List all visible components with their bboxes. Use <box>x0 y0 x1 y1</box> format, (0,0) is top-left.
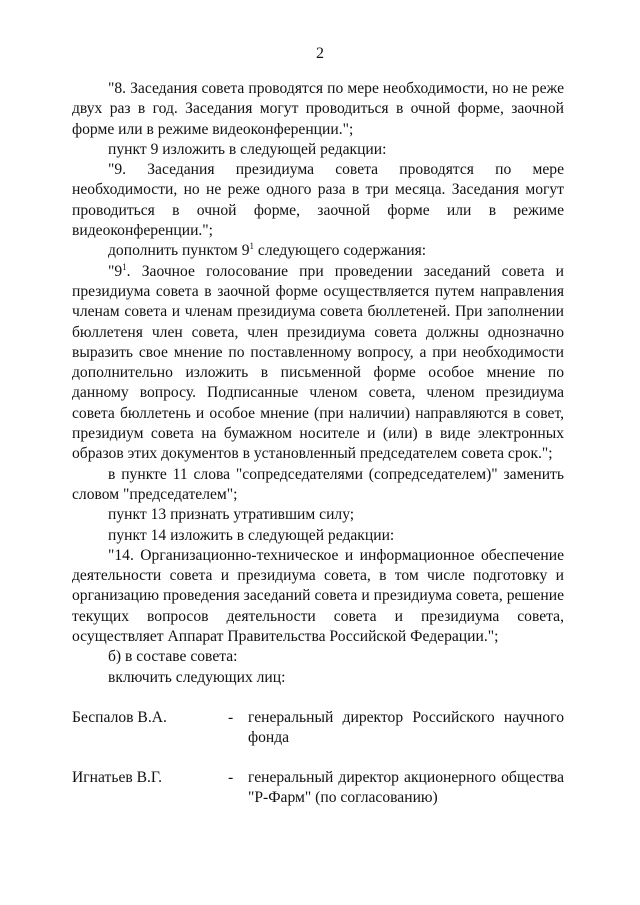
paragraph-item-13: пункт 13 признать утратившим силу; <box>108 506 355 524</box>
paragraph-item-8: "8. Заседания совета проводятся по мере необходимости, но не реже двух раз в год. Заседания могут проводиться в очной форме, заочной форме или в режиме видеоконференции."; <box>72 80 564 138</box>
paragraph-add-item-9-1-text: дополнить пунктом 9 <box>108 242 250 260</box>
member-description: генеральный директор акционерного общества "Р-Фарм" (по согласованию) <box>248 768 564 806</box>
paragraph-item-9: "9. Заседания президиума совета проводятся по мере необходимости, но не реже одного раза в три месяца. Заседания могут проводиться в очной форме, заочной форме или в режиме видеоконференции."; <box>72 161 564 240</box>
page-number: 2 <box>316 45 324 62</box>
superscript: 1 <box>249 241 254 252</box>
paragraph-add-item-9-1 <box>72 241 564 261</box>
member-row <box>72 768 564 809</box>
paragraph-amend-item-14: пункт 14 изложить в следующей редакции: <box>108 526 395 544</box>
paragraph-item-9-1-number: "9 <box>108 262 123 280</box>
superscript: 1 <box>122 261 127 272</box>
member-row <box>72 708 564 749</box>
paragraph-item-11: в пункте 11 слова "сопредседателями (сопредседателем)" заменить словом "председателем"; <box>72 465 564 503</box>
member-dash: - <box>228 768 234 786</box>
paragraph-item-14: "14. Организационно-техническое и информационное обеспечение деятельности совета и президиума совета, в том числе подготовку и организацию проведения заседаний совета и президиума совета, решение текущих вопросов деятельности совета и президиума совета, осуществляет Аппарат Правительства Российской Федерации."; <box>72 546 564 646</box>
paragraph-add-item-9-1-rest: следующего содержания: <box>254 242 427 260</box>
member-description: генеральный директор Российского научного фонда <box>248 709 564 747</box>
paragraph-include-persons: включить следующих лиц: <box>108 668 286 686</box>
paragraph-section-b: б) в составе совета: <box>108 648 238 666</box>
paragraph-item-9-1 <box>72 262 564 465</box>
member-dash: - <box>228 709 234 726</box>
paragraph-amend-item-9: пункт 9 изложить в следующей редакции: <box>108 140 387 158</box>
member-name: Беспалов В.А. <box>72 709 167 726</box>
paragraph-item-9-1-text: . Заочное голосование при проведении заседаний совета и президиума совета в заочной форме осуществляется путем направления членам совета и членам президиума совета бюллетеней. При заполнении бюллетеня член совета, член президиума совета должны однозначно выразить свое мнение по поставленному вопросу, а при необходимости дополнительно изложить в письменной форме особое мнение по данному вопросу. Подписанные членом совета, членом президиума совета бюллетень и особое мнение (при наличии) направляются в совет, президиум совета на бумажном носителе и (или) в виде электронных образов этих документов в установленный председателем совета срок."; <box>72 262 564 463</box>
member-name: Игнатьев В.Г. <box>72 768 163 786</box>
document-body <box>72 79 564 688</box>
members-list <box>72 708 564 827</box>
